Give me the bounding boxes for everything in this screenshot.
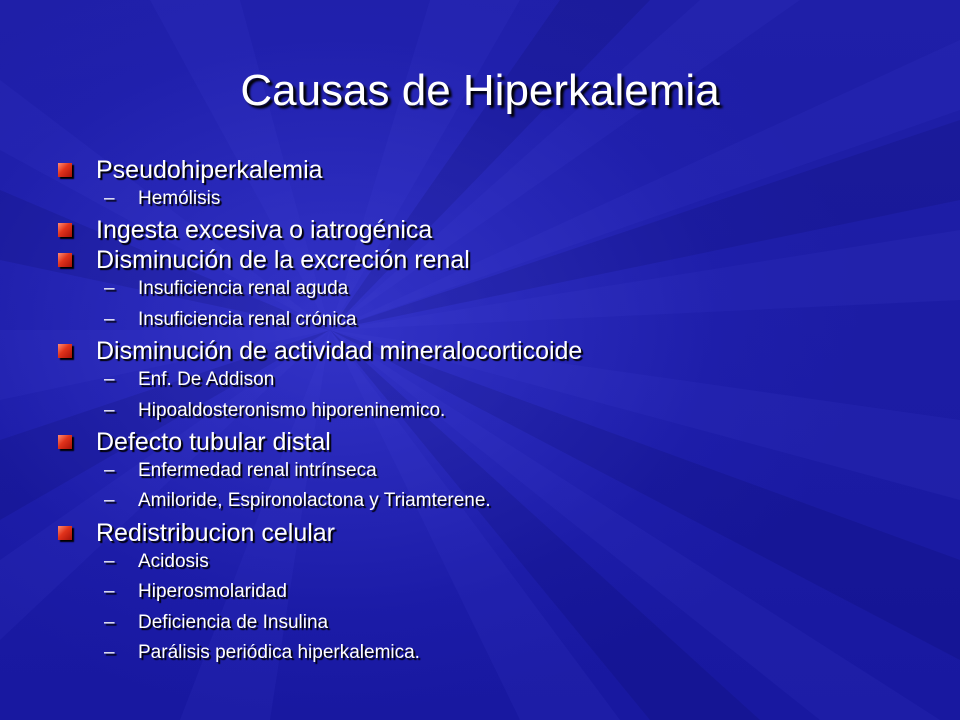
dash-marker: –: [104, 641, 115, 663]
bullet-text: Pseudohiperkalemia: [96, 156, 323, 184]
list-item: [56, 517, 936, 669]
sub-bullet-text: Insuficiencia renal crónica: [138, 308, 357, 330]
sub-bullet-text: Enf. De Addison: [138, 369, 275, 391]
dash-marker: –: [104, 188, 115, 209]
dash-marker: –: [104, 459, 115, 481]
dash-marker: –: [104, 308, 115, 330]
red-square-bullet-icon: [58, 435, 72, 449]
sub-bullet-item: [56, 577, 936, 607]
sub-bullet-item: [56, 547, 936, 577]
list-item: [56, 154, 936, 214]
sub-bullet-text: Amiloride, Espironolactona y Triamterene.: [138, 490, 491, 512]
bullet-text: Disminución de actividad mineralocorticoide: [96, 337, 583, 366]
bullet-text: Redistribucion celular: [96, 518, 336, 547]
list-item: [56, 244, 936, 335]
bullet-item: [56, 214, 936, 244]
dash-marker: –: [104, 369, 115, 391]
bullet-text: Defecto tubular distal: [96, 427, 331, 456]
red-square-bullet-icon: [58, 163, 72, 177]
bullet-item: [56, 335, 936, 365]
dash-marker: –: [104, 490, 115, 512]
bullet-item: [56, 426, 936, 456]
sub-bullet-text: Enfermedad renal intrínseca: [138, 459, 377, 481]
sub-bullet-text: Acidosis: [138, 550, 209, 572]
sub-bullet-item: [56, 638, 936, 668]
sub-bullet-item: [56, 274, 936, 304]
list-item: [56, 214, 936, 244]
dash-marker: –: [104, 581, 115, 603]
sub-bullet-item: [56, 184, 936, 214]
sub-bullet-text: Parálisis periódica hiperkalemica.: [138, 641, 420, 663]
red-square-bullet-icon: [58, 344, 72, 358]
sub-bullet-item: [56, 305, 936, 335]
sub-bullet-item: [56, 365, 936, 395]
sub-bullet-item: [56, 396, 936, 426]
bullet-item: [56, 517, 936, 547]
bullet-item: [56, 244, 936, 274]
dash-marker: –: [104, 278, 115, 300]
sub-bullet-text: Hemólisis: [138, 188, 221, 209]
bullet-item: [56, 154, 936, 184]
sub-bullet-text: Hiperosmolaridad: [138, 581, 287, 603]
dash-marker: –: [104, 550, 115, 572]
red-square-bullet-icon: [58, 223, 72, 237]
bullet-list: [56, 154, 936, 668]
sub-bullet-item: [56, 456, 936, 486]
sub-bullet-text: Insuficiencia renal aguda: [138, 278, 349, 300]
sub-bullet-item: [56, 486, 936, 516]
dash-marker: –: [104, 399, 115, 421]
list-item: [56, 426, 936, 517]
bullet-text: Ingesta excesiva o iatrogénica: [96, 216, 433, 245]
list-item: [56, 335, 936, 426]
slide-title: Causas de Hiperkalemia: [240, 66, 720, 115]
sub-bullet-text: Hipoaldosteronismo hiporeninemico.: [138, 399, 446, 421]
red-square-bullet-icon: [58, 253, 72, 267]
bullet-text: Disminución de la excreción renal: [96, 246, 470, 275]
sub-bullet-item: [56, 608, 936, 638]
dash-marker: –: [104, 611, 115, 633]
sub-bullet-text: Deficiencia de Insulina: [138, 611, 329, 633]
red-square-bullet-icon: [58, 526, 72, 540]
